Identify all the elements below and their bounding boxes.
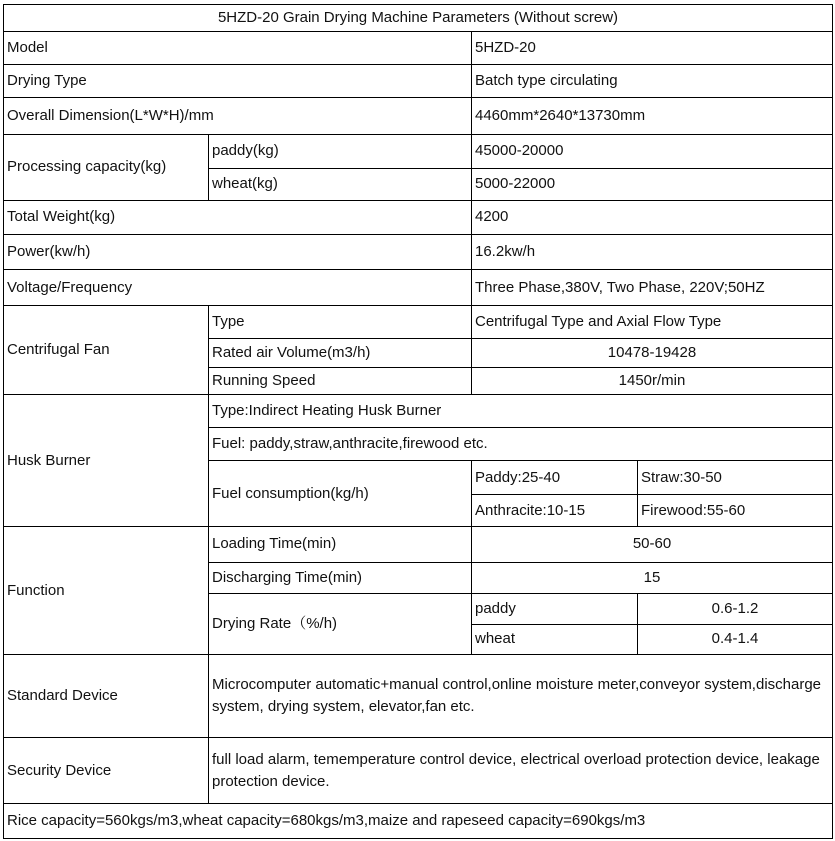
power-value: 16.2kw/h: [472, 235, 833, 270]
burner-anthracite: Anthracite:10-15: [472, 495, 638, 527]
fan-type-row: [4, 306, 833, 338]
burner-label: Husk Burner: [4, 394, 209, 527]
voltage-label: Voltage/Frequency: [4, 270, 472, 306]
dimension-label: Overall Dimension(L*W*H)/mm: [4, 98, 472, 134]
burner-type-row: [4, 394, 833, 427]
function-rate-paddy-value: 0.6-1.2: [638, 593, 833, 624]
capacity-paddy-label: paddy(kg): [209, 134, 472, 168]
function-discharging-value: 15: [472, 562, 833, 593]
dimension-row: [4, 98, 833, 134]
fan-air-value: 10478-19428: [472, 338, 833, 367]
standard-row: [4, 654, 833, 737]
drying-type-value: Batch type circulating: [472, 65, 833, 98]
function-loading-label: Loading Time(min): [209, 527, 472, 562]
burner-firewood: Firewood:55-60: [638, 495, 833, 527]
voltage-value: Three Phase,380V, Two Phase, 220V;50HZ: [472, 270, 833, 306]
security-row: [4, 738, 833, 803]
capacity-label: Processing capacity(kg): [4, 134, 209, 200]
weight-label: Total Weight(kg): [4, 200, 472, 234]
model-label: Model: [4, 32, 472, 65]
power-label: Power(kw/h): [4, 235, 472, 270]
model-value: 5HZD-20: [472, 32, 833, 65]
footer-row: [4, 803, 833, 838]
burner-type: Type:Indirect Heating Husk Burner: [209, 394, 833, 427]
function-loading-value: 50-60: [472, 527, 833, 562]
burner-straw: Straw:30-50: [638, 461, 833, 495]
fan-label: Centrifugal Fan: [4, 306, 209, 394]
burner-consumption-label: Fuel consumption(kg/h): [209, 461, 472, 527]
drying-type-row: [4, 65, 833, 98]
security-value: full load alarm, tememperature control device, electrical overload protection device, leakage protection device.: [209, 738, 833, 803]
parameters-table: [3, 4, 833, 839]
fan-speed-label: Running Speed: [209, 367, 472, 394]
weight-value: 4200: [472, 200, 833, 234]
capacity-wheat-label: wheat(kg): [209, 168, 472, 200]
capacity-paddy-value: 45000-20000: [472, 134, 833, 168]
voltage-row: [4, 270, 833, 306]
security-label: Security Device: [4, 738, 209, 803]
function-label: Function: [4, 527, 209, 655]
capacity-wheat-value: 5000-22000: [472, 168, 833, 200]
standard-value: Microcomputer automatic+manual control,online moisture meter,conveyor system,discharge system, drying system, elevator,fan etc.: [209, 654, 833, 737]
function-loading-row: [4, 527, 833, 562]
model-row: [4, 32, 833, 65]
function-rate-wheat-value: 0.4-1.4: [638, 624, 833, 654]
drying-type-label: Drying Type: [4, 65, 472, 98]
title-row: [4, 5, 833, 32]
function-rate-label: Drying Rate（%/h): [209, 593, 472, 654]
burner-paddy: Paddy:25-40: [472, 461, 638, 495]
standard-label: Standard Device: [4, 654, 209, 737]
fan-air-label: Rated air Volume(m3/h): [209, 338, 472, 367]
function-rate-paddy-label: paddy: [472, 593, 638, 624]
burner-fuel: Fuel: paddy,straw,anthracite,firewood etc.: [209, 427, 833, 460]
function-discharging-label: Discharging Time(min): [209, 562, 472, 593]
fan-speed-value: 1450r/min: [472, 367, 833, 394]
fan-type-label: Type: [209, 306, 472, 338]
capacity-paddy-row: [4, 134, 833, 168]
table-title: 5HZD-20 Grain Drying Machine Parameters (Without screw): [4, 5, 833, 32]
function-rate-wheat-label: wheat: [472, 624, 638, 654]
power-row: [4, 235, 833, 270]
footer-note: Rice capacity=560kgs/m3,wheat capacity=680kgs/m3,maize and rapeseed capacity=690kgs/m3: [4, 803, 833, 838]
dimension-value: 4460mm*2640*13730mm: [472, 98, 833, 134]
fan-type-value: Centrifugal Type and Axial Flow Type: [472, 306, 833, 338]
weight-row: [4, 200, 833, 234]
